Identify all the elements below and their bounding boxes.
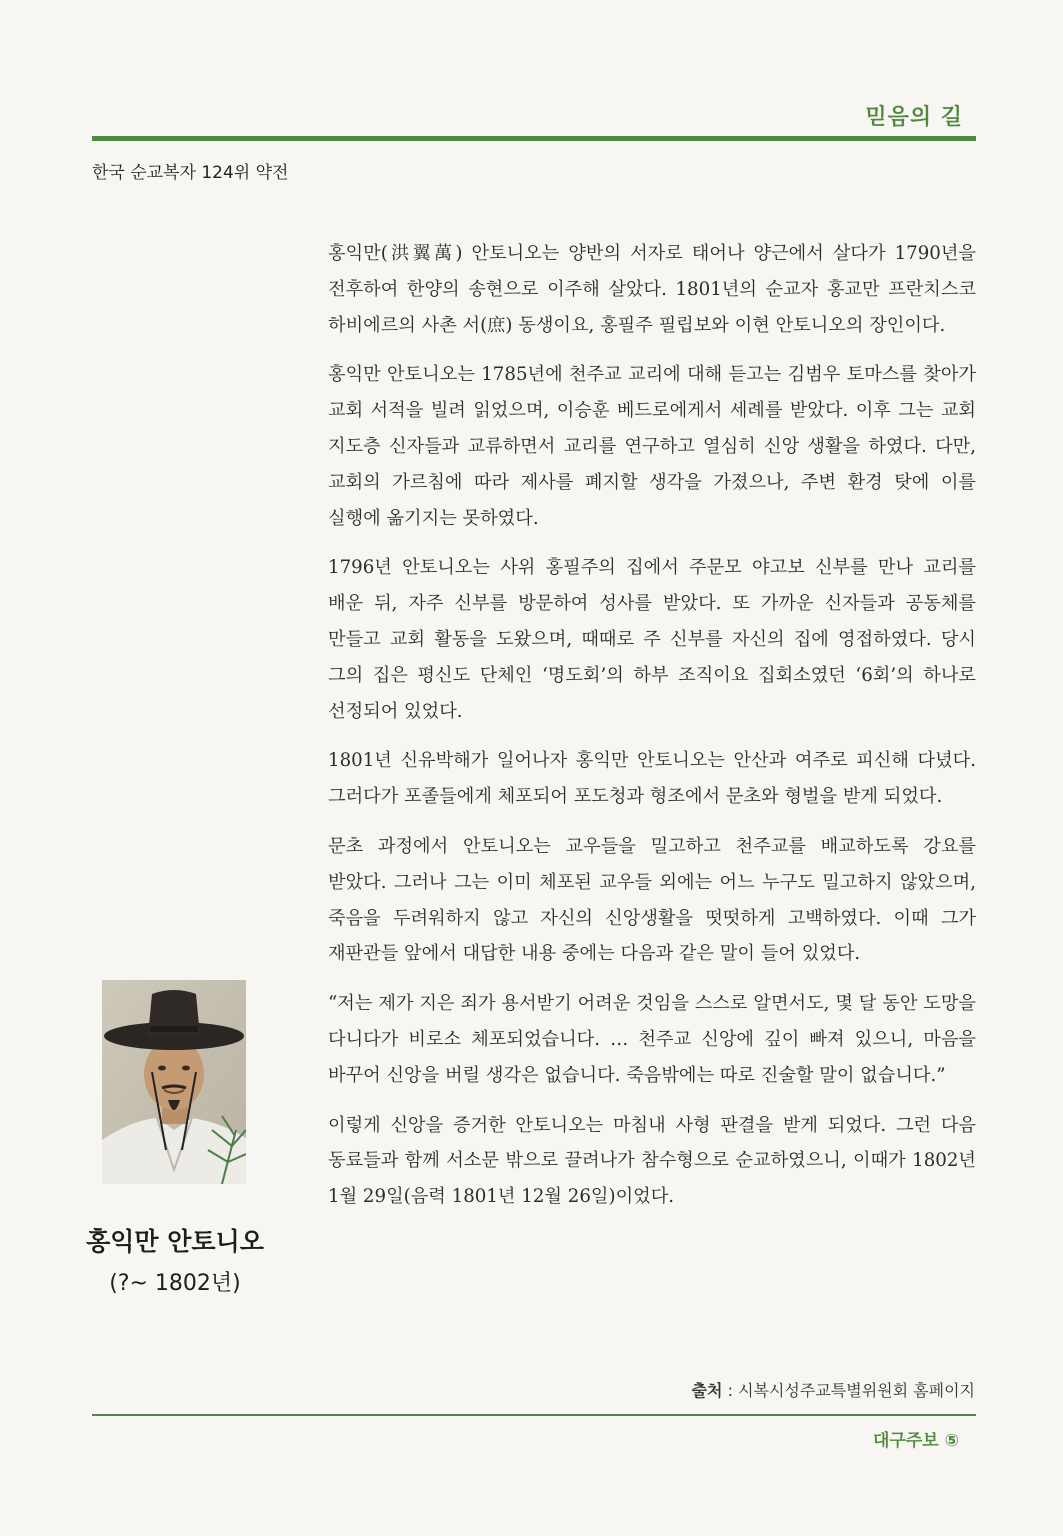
article-body — [328, 236, 976, 1229]
article-paragraph: 홍익만 안토니오는 1785년에 천주교 교리에 대해 듣고는 김범우 토마스를 찾아가 교회 서적을 빌려 읽었으며, 이승훈 베드로에게서 세례를 받았다. 이후 그는 교회 지도층 신자들과 교류하면서 교리를 연구하고 열심히 신앙 생활을 하였다. 다만, 교회의 가르침에 따라 제사를 폐지할 생각을 가졌으나, 주변 환경 탓에 이를 실행에 옮기지는 못하였다. — [328, 364, 976, 529]
article-paragraph: 이렇게 신앙을 증거한 안토니오는 마침내 사형 판결을 받게 되었다. 그런 다음 동료들과 함께 서소문 밖으로 끌려나가 참수형으로 순교하였으니, 이때가 1802년 1월 29일(음력 1801년 12월 26일)이었다. — [328, 1114, 976, 1208]
source-value: 시복시성주교특별위원회 홈페이지 — [738, 1381, 975, 1400]
article-paragraph: “저는 제가 지은 죄가 용서받기 어려운 것임을 스스로 알면서도, 몇 달 동안 도망을 다니다가 비로소 체포되었습니다. … 천주교 신앙에 깊이 빠져 있으니, 마음을 바꾸어 신앙을 버릴 생각은 없습니다. 죽음밖에는 따로 진술할 말이 없습니다.” — [328, 993, 976, 1086]
section-title: 믿음의 길 — [865, 105, 963, 130]
series-label: 한국 순교복자 124위 약전 — [92, 163, 289, 183]
source-separator: : — [722, 1381, 739, 1400]
article-paragraph: 홍익만(洪翼萬) 안토니오는 양반의 서자로 태어나 양근에서 살다가 1790년을 전후하여 한양의 송현으로 이주해 살았다. 1801년의 순교자 홍교만 프란치스코 하비에르의 사촌 서(庶) 동생이요, 홍필주 필립보와 이현 안토니오의 장인이다. — [328, 243, 976, 336]
source-label: 출처 — [691, 1381, 723, 1400]
portrait-caption-dates: (?~ 1802년) — [109, 1271, 241, 1296]
publication-footer: 대구주보 ⑤ — [873, 1431, 959, 1451]
article-paragraph: 1801년 신유박해가 일어나자 홍익만 안토니오는 안산과 여주로 피신해 다녔다. 그러다가 포졸들에게 체포되어 포도청과 형조에서 문초와 형벌을 받게 되었다. — [328, 750, 976, 808]
article-paragraph: 문초 과정에서 안토니오는 교우들을 밀고하고 천주교를 배교하도록 강요를 받았다. 그러나 그는 이미 체포된 교우들 외에는 어느 누구도 밀고하지 않았으며, 죽음을 두려워하지 않고 자신의 신앙생활을 떳떳하게 고백하였다. 이때 그가 재판관들 앞에서 대답한 내용 중에는 다음과 같은 말이 들어 있었다. — [328, 835, 976, 965]
footer-divider — [92, 1414, 976, 1416]
martyr-portrait — [102, 980, 246, 1184]
article-paragraph: 1796년 안토니오는 사위 홍필주의 집에서 주문모 야고보 신부를 만나 교리를 배운 뒤, 자주 신부를 방문하여 성사를 받았다. 또 가까운 신자들과 공동체를 만들고 교회 활동을 도왔으며, 때때로 주 신부를 자신의 집에 영접하였다. 당시 그의 집은 평신도 단체인 ‘명도회’의 하부 조직이요 집회소였던 ‘6회’의 하나로 선정되어 있었다. — [328, 557, 976, 722]
header-divider — [92, 136, 976, 141]
portrait-caption-name: 홍익만 안토니오 — [86, 1227, 264, 1256]
source-citation — [692, 1378, 975, 1401]
